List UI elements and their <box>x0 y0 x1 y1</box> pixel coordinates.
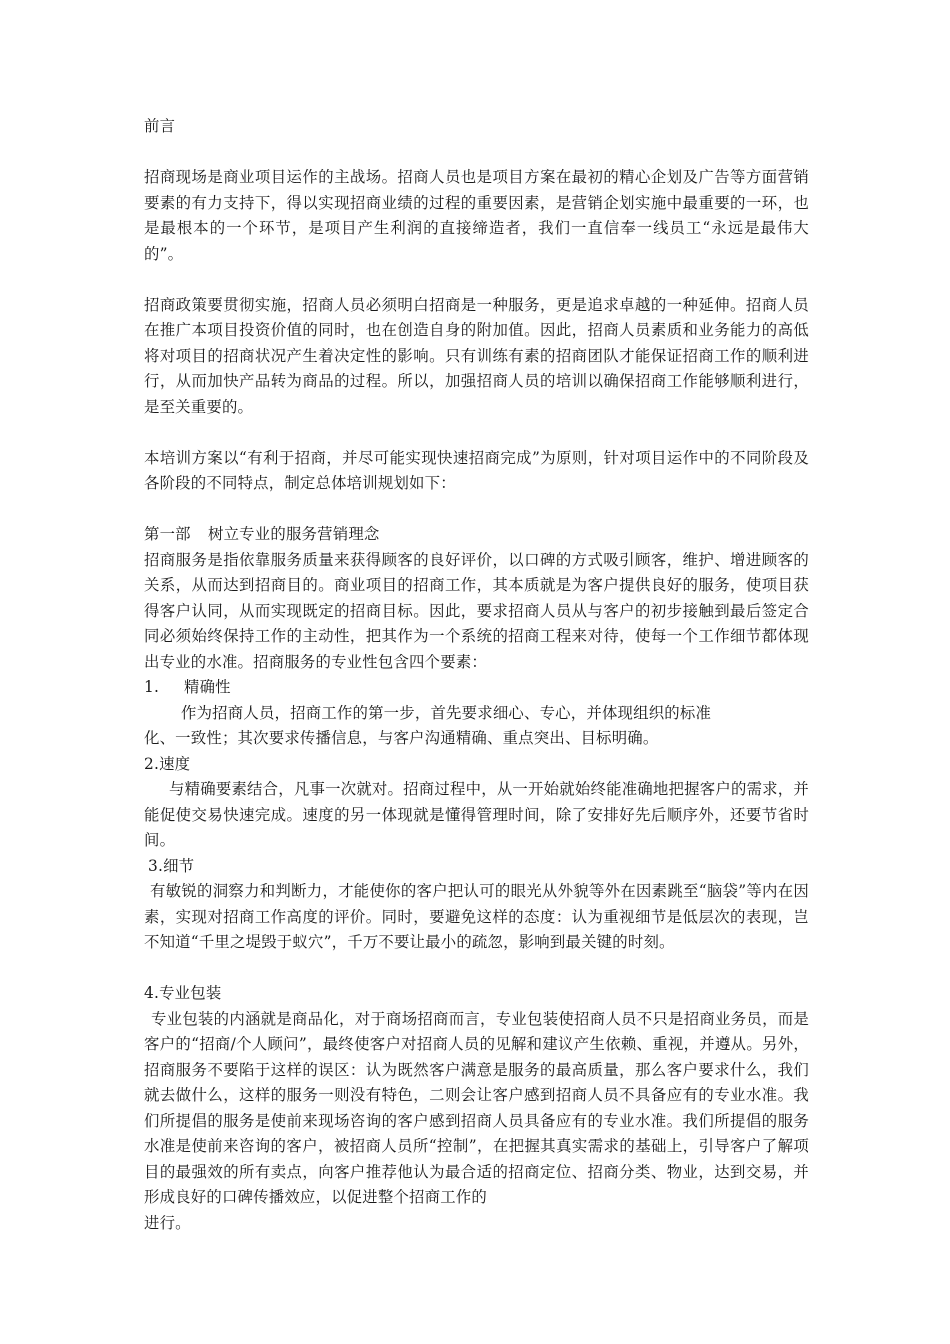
part-1-intro: 招商服务是指依靠服务质量来获得顾客的良好评价，以口碑的方式吸引顾客，维护、增进顾客的关系，从而达到招商目的。商业项目的招商工作，其本质就是为客户提供良好的服务，使项目获得客户认同，从而实现既定的招商目标。因此，要求招商人员从与客户的初步接触到最后签定合同必须始终保持工作的主动性，把其作为一个系统的招商工程来对待，使每一个工作细节都体现出专业的水准。招商服务的专业性包含四个要素： <box>144 550 809 671</box>
part-1-number: 第一部 <box>144 525 191 543</box>
spacer <box>144 956 809 982</box>
preface-title: 前言 <box>144 117 176 135</box>
spacer <box>144 140 809 166</box>
item-3-heading: 3.细节 <box>148 856 195 875</box>
item-4-text: 专业包装的内涵就是商品化，对于商场招商而言，专业包装使招商人员不只是招商业务员，而是客户的“招商/个人顾问”，最终使客户对招商人员的见解和建议产生依赖、重视，并遵从。另外，招商服务不要陷于这样的误区：认为既然客户满意是服务的最高质量，那么客户要求什么，我们就去做什么，这样的服务一则没有特色，二则会让客户感到招商人员不具备应有的专业水准。我们所提倡的服务是使前来现场咨询的客户感到招商人员具备应有的专业水准。我们所提倡的服务水准是使前来咨询的客户，被招商人员所“控制”，在把握其真实需求的基础上，引导客户了解项目的最强效的所有卖点，向客户推荐他认为最合适的招商定位、招商分类、物业，达到交易，并形成良好的口碑传播效应，以促进整个招商工作的 <box>144 1009 809 1206</box>
item-1-text-line-2: 化、一致性；其次要求传播信息，与客户沟通精确、重点突出、目标明确。 <box>144 729 659 747</box>
spacer <box>144 497 809 523</box>
item-1-label: 精确性 <box>184 678 231 696</box>
item-2-heading: 2.速度 <box>144 754 191 773</box>
item-2-text: 与精确要素结合，凡事一次就对。招商过程中，从一开始就始终能准确地把握客户的需求，并能促使交易快速完成。速度的另一体现就是懂得管理时间，除了安排好先后顺序外，还要节省时间。 <box>144 780 809 849</box>
preface-paragraph-3: 本培训方案以“有利于招商，并尽可能实现快速招商完成”为原则，针对项目运作中的不同阶段及各阶段的不同特点，制定总体培训规划如下： <box>144 448 809 492</box>
part-1-heading <box>144 522 809 548</box>
item-4-text-end: 进行。 <box>144 1213 191 1232</box>
item-1-heading <box>144 675 809 701</box>
part-1-title: 树立专业的服务营销理念 <box>208 525 380 543</box>
preface-paragraph-1: 招商现场是商业项目运作的主战场。招商人员也是项目方案在最初的精心企划及广告等方面营销要素的有力支持下，得以实现招商业绩的过程的重要因素，是营销企划实施中最重要的一环，也是最根本的一个环节，是项目产生利润的直接缔造者，我们一直信奉一线员工“永远是最伟大的”。 <box>144 168 809 263</box>
preface-paragraph-2: 招商政策要贯彻实施，招商人员必须明白招商是一种服务，更是追求卓越的一种延伸。招商人员在推广本项目投资价值的同时，也在创造自身的附加值。因此，招商人员素质和业务能力的高低将对项目的招商状况产生着决定性的影响。只有训练有素的招商团队才能保证招商工作的顺利进行，从而加快产品转为商品的过程。所以，加强招商人员的培训以确保招商工作能够顺利进行，是至关重要的。 <box>144 295 809 416</box>
document-page <box>144 114 809 1236</box>
item-1-marker: 1. <box>144 678 160 696</box>
item-1-text-line-1: 作为招商人员，招商工作的第一步，首先要求细心、专心，并体现组织的标准 <box>181 703 712 722</box>
item-3-text: 有敏锐的洞察力和判断力，才能使你的客户把认可的眼光从外貌等外在因素跳至“脑袋”等内在因素，实现对招商工作高度的评价。同时，要避免这样的态度：认为重视细节是低层次的表现，岂不知道“千里之堤毁于蚁穴”，千万不要让最小的疏忽，影响到最关键的时刻。 <box>144 882 809 951</box>
spacer <box>144 267 809 293</box>
spacer <box>144 420 809 446</box>
item-4-heading: 4.专业包装 <box>144 984 222 1002</box>
